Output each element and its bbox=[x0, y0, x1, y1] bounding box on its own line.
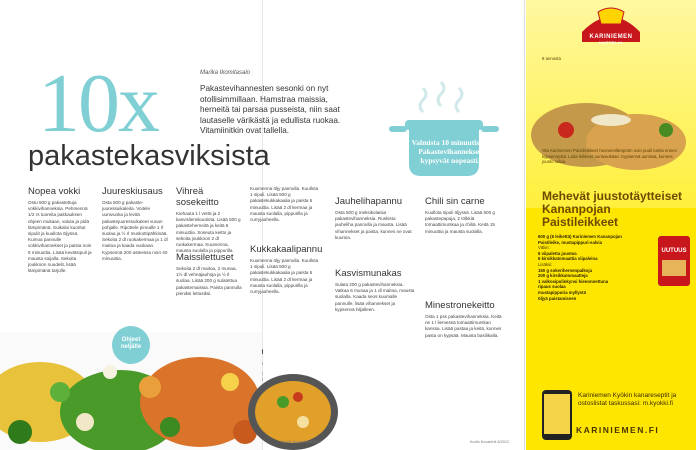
ad-website-link[interactable]: KARINIEMEN.FI bbox=[576, 425, 660, 435]
section-heading: Kukkakaalipannu bbox=[250, 244, 323, 255]
section-heading: Nopea vokki bbox=[28, 186, 81, 197]
section-heading: Kasvismunakas bbox=[335, 268, 402, 279]
section-juureskiusaus bbox=[102, 186, 168, 322]
section-chili bbox=[425, 196, 507, 292]
section-minestrone bbox=[425, 300, 507, 438]
section-maissi bbox=[176, 252, 242, 344]
section-text: Kiehauta 1 l vettä ja 2 kasvisliemikuutiota. Lisää 500 g pakasteherneitä ja keitä 5 minuuttia. Soseuta keitto ja sekoita joukkoon 2 dl ruokakermaa. Kuumenna, mausta suolalla ja pippurilla. bbox=[176, 211, 241, 254]
section-text: Osta 1 pss pakastevihanneksia. Keitä ne 1 l liemessä tomaattimurskan kanssa. Lisää pastaa ja keitä, kunnes pasta on kypsää. Mausta basilikalla. bbox=[425, 314, 502, 338]
ad-recipe bbox=[538, 234, 638, 326]
recipe-line: 200 g kirsikkatomaatteja bbox=[538, 273, 588, 279]
cooking-pot-illustration bbox=[385, 80, 503, 180]
ad-headline: Mehevät juustotäytteiset Kananpojan Paistileikkeet bbox=[542, 189, 683, 229]
section-kukka-intro bbox=[250, 186, 320, 246]
recipe-line: ripaus suolaa bbox=[538, 284, 566, 290]
recipe-line: Lisäksi: bbox=[538, 261, 553, 267]
chicken-dish-photo bbox=[526, 90, 696, 180]
recipe-line: 1 valkosipulinkynsi hienonnettuna bbox=[538, 278, 609, 284]
pack-label: UUTUUS bbox=[661, 248, 687, 254]
pan-photo bbox=[263, 332, 363, 450]
recipe-line: mustapippuria myllystä bbox=[538, 289, 586, 295]
section-nopea bbox=[28, 186, 94, 336]
pot-callout-text: Valmista 10 minuutissa! Pakastevihannekset kypsyvät nopeasti. bbox=[411, 138, 489, 165]
ad-call-to-action: Kariniemen Kyökin kanareseptit ja ostoslistat taskussasi: m.kyokki.fi bbox=[578, 392, 677, 407]
recipe-line: Väliin: bbox=[538, 245, 550, 251]
section-text: Kuullota sipuli öljyssä. Lisää 500 g pakastepapuja, 2 tölkkiä tomaattimurskaa ja chiliä. Keitä 15 minuuttia ja mausta suolalla. bbox=[425, 210, 495, 234]
section-heading: Maissilettuset bbox=[176, 252, 234, 263]
smartphone-screen bbox=[544, 394, 570, 434]
recipe-line: 600 g (6 leikettä) Kariniemen Kananpojan Paistileike, mustapippuri-salvia bbox=[538, 234, 622, 245]
section-vihrea bbox=[176, 186, 242, 254]
headline-title: pakastekasviksista bbox=[28, 140, 270, 172]
ad-servings: 8 annosta bbox=[542, 56, 561, 61]
article-intro: Pakastevihannesten sesonki on nyt otollisimmillaan. Hamstraa maissia, herneitä tai parsaa pusseista, niin saat lautaselle värikästä ja edullista ruokaa. Vitamiinitkin ovat tallella. bbox=[200, 84, 341, 135]
ad-instructions: Ota Kariniemen Paistileikkeet huoneenlämpöön noin puoli tuntia ennen kypsennystä. Laita leikkeet uunivuokaan. Kypsennä uunissa, kunnes juusto sulaa. bbox=[542, 148, 677, 164]
section-text: Osta 500 g meksikolaisia pakastevihanneksia. Ruskista jauheliha pannulla ja mausta. Lisää vihannekset ja paista, kunnes ne ovat kuumia. bbox=[335, 210, 412, 240]
kariniemen-advertisement bbox=[526, 0, 696, 450]
recipe-line: 150 g sokerihernenpalkoja bbox=[538, 267, 592, 273]
section-text: Ostu 500 g pakastettuja vokkivihanneksia. Pehmennä 1/2 rs tuoreita pakkauksen ohjeen mukaan, valuta ja pidä lämpimänä. Suikaloi kuoritut sipulit ja kuullota öljyssä. Kumoa pannulle vokkivihannekset ja paista noin 5 minuuttia. Lisää kevätsipuli ja mausta soijalla. Sekoita joukkoon nuudelit, lisää lämpimänä tarjolle. bbox=[28, 200, 92, 274]
brand-name-text: KARINIEMEN bbox=[589, 34, 633, 40]
footer-left: Kodin Kuvalehti 6/2012 bbox=[282, 440, 322, 444]
section-heading: Chili sin carne bbox=[425, 196, 485, 207]
brand-sub-text: KUTTELIA bbox=[599, 40, 623, 45]
section-text: Sulata 200 g pakastevihanneksia. Vatkaa 6 munaa ja 1 dl maitoa, mausta suolalla. Kaada seos kuumalle pannulle, lisää vihannekset ja kypsennä hiljalleen. bbox=[335, 282, 415, 312]
section-text: Kuumenna öljy pannulla. Kuullota 1 sipuli. Lisää 500 g pakastekukkakaalia ja paista 5 minuuttia. Lisää 2 dl kermaa ja mausta suolalla, pippurilla ja curryjauheella. bbox=[250, 258, 319, 295]
section-kukkakaalipannu bbox=[250, 244, 323, 338]
footer-right: Kodin Kuvalehti 6/2012 bbox=[470, 440, 510, 444]
section-jauhelihapannu bbox=[335, 196, 415, 262]
product-package-image bbox=[656, 234, 692, 288]
section-heading: Jauhelihapannu bbox=[335, 196, 403, 207]
section-heading: Juureskiusaus bbox=[102, 186, 163, 197]
section-text: Kuumenna öljy pannulla. Kuullota 1 sipuli. Lisää 500 g pakastekukkakaalia ja paista 5 minuuttia. Lisää 2 dl kermaa ja mausta suolalla, pippurilla ja curryjauheella. bbox=[250, 186, 319, 223]
headline-number: 10x bbox=[38, 57, 158, 150]
section-heading: Vihreä sosekeitto bbox=[176, 186, 219, 208]
recipe-line: öljyä paistamiseen bbox=[538, 295, 577, 301]
recipe-line: 6 kirsikkatomaattia viipaleina bbox=[538, 256, 598, 262]
section-text: Sekoita 2 dl maitoa, 2 munaa, 1½ dl vehnäjauhoja ja ½ tl suolaa. Lisää 200 g sulatettua pakastemaissia. Paista pannulla pieniksi lettusiksi. bbox=[176, 266, 242, 296]
recipe-line: 6 viipaletta juustoa bbox=[538, 250, 577, 256]
servings-badge: Ohjeet neljälle bbox=[112, 326, 150, 364]
byline: Marika Ikomitasalo bbox=[200, 70, 251, 76]
brand-name bbox=[574, 34, 648, 46]
section-heading: Minestronekeitto bbox=[425, 300, 495, 311]
section-text: Osta 500 g pakaste-juuressuikaleita. Voitele uunivuoka ja levitä pakastejuuressuikaleet vuoan pohjalle. Ripottele pinnalle 1 rl suolaa ja ½ rl muskottipähkinää. Sekoita 2 dl ruokakermaa ja 1 dl maitoa ja kaada vuokaan. Kypsennä 200 asteessa noin 40 minuuttia. bbox=[102, 200, 168, 261]
